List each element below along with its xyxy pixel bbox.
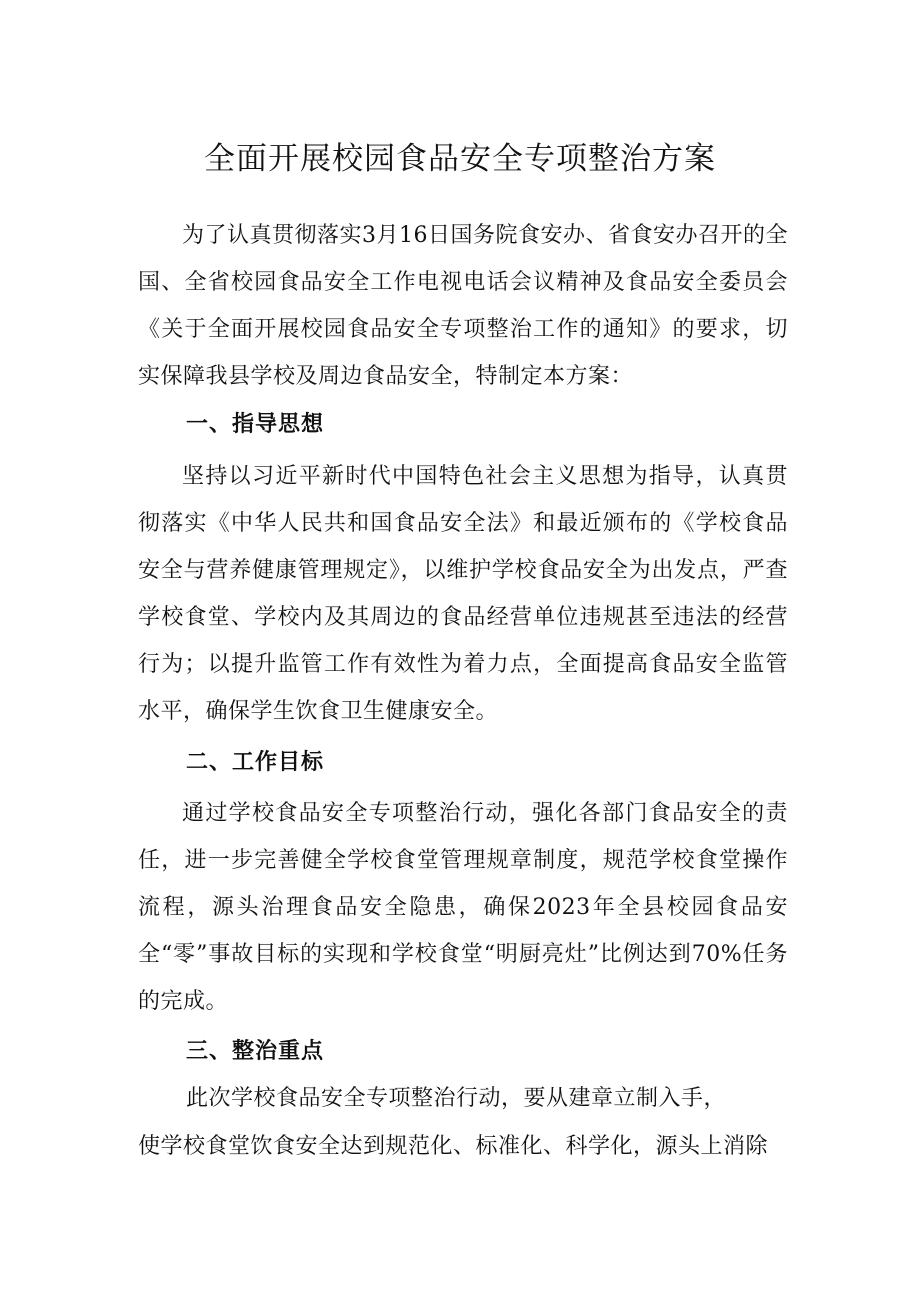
section-body-key-rectification-line1: 此次学校食品安全专项整治行动，要从建章立制入手， [186,1086,727,1111]
section-heading-guiding-ideology: 一、指导思想 [186,412,325,437]
section-heading-work-goals: 二、工作目标 [186,750,325,775]
section-body-guiding-ideology: 坚持以习近平新时代中国特色社会主义思想为指导，认真贯彻落实《中华人民共和国食品安全法》和最近颁布的《学校食品安全与营养健康管理规定》，以维护学校食品安全为出发点，严查学校食堂、学校内及其周边的食品经营单位违规甚至违法的经营行为；以提升监管工作有效性为着力点，全面提高食品安全监管水平，确保学生饮食卫生健康安全。 [138,464,788,724]
section-body-work-goals: 通过学校食品安全专项整治行动，强化各部门食品安全的责任，进一步完善健全学校食堂管理规章制度，规范学校食堂操作流程，源头治理食品安全隐患，确保2023年全县校园食品安全“零”事故目标的实现和学校食堂“明厨亮灶”比例达到70%任务的完成。 [138,801,788,1014]
intro-paragraph: 为了认真贯彻落实3月16日国务院食安办、省食安办召开的全国、全省校园食品安全工作电视电话会议精神及食品安全委员会《关于全面开展校园食品安全专项整治工作的通知》的要求，切实保障我县学校及周边食品安全，特制定本方案： [138,223,788,389]
section-heading-key-rectification: 三、整治重点 [186,1039,325,1064]
document-title: 全面开展校园食品安全专项整治方案 [204,141,716,177]
section-body-key-rectification-line2: 使学校食堂饮食安全达到规范化、标准化、科学化，源头上消除 [138,1134,769,1159]
